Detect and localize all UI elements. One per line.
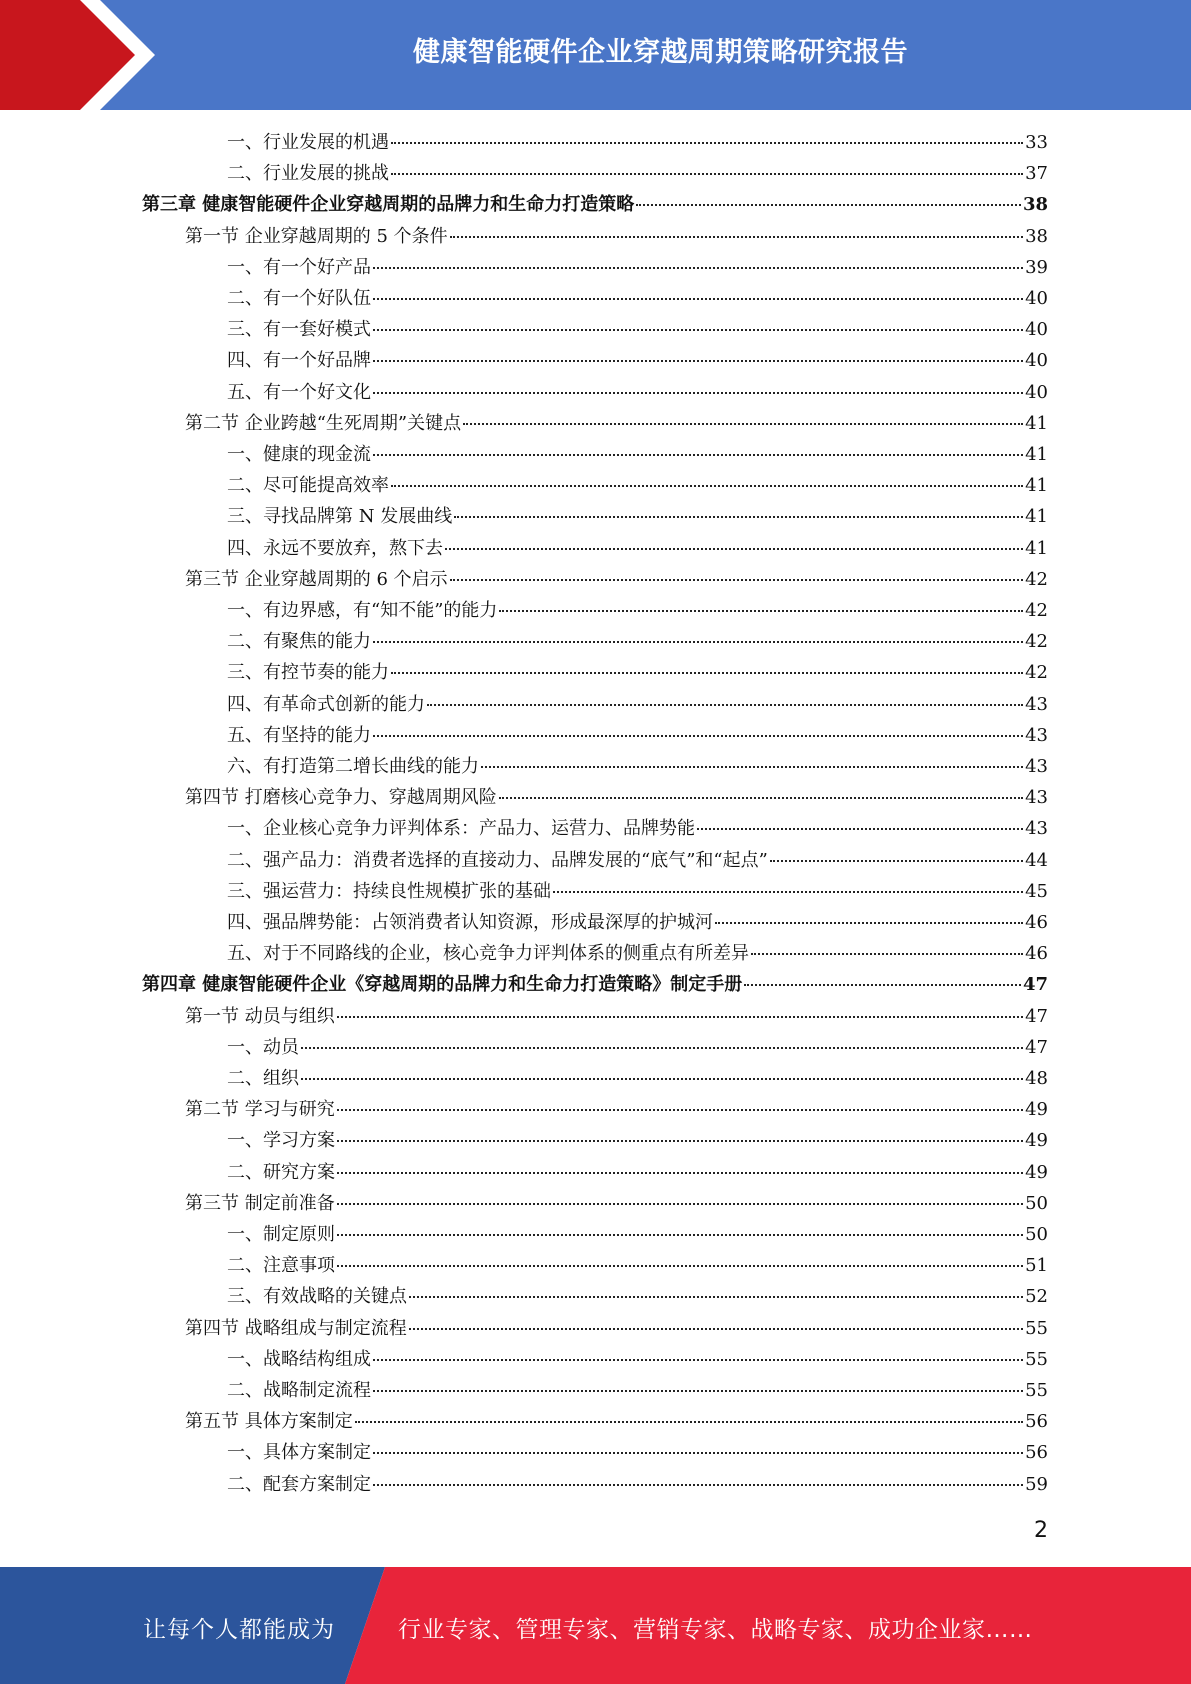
toc-entry-label: 二、配套方案制定: [227, 1473, 371, 1495]
toc-entry-label: 一、战略结构组成: [227, 1348, 371, 1370]
toc-dot-leader: [499, 610, 1023, 612]
toc-dot-leader: [373, 1484, 1023, 1486]
toc-entry-page: 55: [1025, 1317, 1048, 1339]
toc-entry-page: 46: [1025, 912, 1048, 933]
toc-entry-page: 38: [1022, 194, 1048, 216]
toc-entry-label: 三、寻找品牌第 N 发展曲线: [227, 506, 453, 528]
toc-subsection-entry[interactable]: [227, 440, 1048, 470]
toc-dot-leader: [337, 1203, 1023, 1205]
toc-dot-leader: [373, 454, 1023, 456]
toc-entry-label: 一、具体方案制定: [227, 1442, 371, 1464]
toc-dot-leader: [499, 797, 1023, 799]
toc-entry-label: 一、制定原则: [227, 1224, 335, 1245]
toc-dot-leader: [337, 1172, 1023, 1174]
toc-entry-label: 第三节 企业穿越周期的 6 个启示: [185, 568, 448, 590]
toc-subsection-entry[interactable]: [227, 471, 1048, 501]
toc-entry-label: 一、学习方案: [227, 1130, 335, 1152]
toc-section-entry[interactable]: [185, 1407, 1048, 1437]
toc-entry-label: 第三节 制定前准备: [185, 1192, 335, 1214]
toc-entry-page: 45: [1025, 880, 1048, 902]
toc-section-entry[interactable]: [185, 1095, 1048, 1125]
toc-entry-page: 33: [1025, 132, 1048, 153]
toc-entry-page: 56: [1025, 1411, 1048, 1433]
toc-section-entry[interactable]: [185, 222, 1048, 252]
toc-section-entry[interactable]: [185, 1189, 1048, 1219]
toc-dot-leader: [463, 423, 1023, 425]
toc-entry-page: 47: [1022, 974, 1048, 996]
toc-entry-label: 二、组织: [227, 1068, 299, 1089]
toc-entry-page: 43: [1025, 724, 1048, 746]
toc-entry-page: 50: [1025, 1192, 1048, 1214]
toc-dot-leader: [450, 236, 1023, 238]
toc-subsection-entry[interactable]: [227, 1345, 1048, 1375]
toc-section-entry[interactable]: [185, 565, 1048, 595]
toc-dot-leader: [301, 1047, 1023, 1049]
toc-entry-page: 40: [1025, 381, 1048, 403]
toc-entry-label: 四、有革命式创新的能力: [227, 693, 425, 715]
toc-entry-page: 59: [1025, 1473, 1048, 1495]
toc-dot-leader: [770, 860, 1023, 862]
toc-subsection-entry[interactable]: [227, 721, 1048, 751]
toc-entry-page: 41: [1025, 475, 1048, 497]
footer-slogan-left: 让每个人都能成为: [143, 1617, 335, 1643]
toc-entry-label: 五、对于不同路线的企业，核心竞争力评判体系的侧重点有所差异: [227, 943, 749, 965]
toc-dot-leader: [409, 1296, 1023, 1298]
toc-entry-label: 三、有一套好模式: [227, 319, 371, 341]
toc-entry-label: 三、有效战略的关键点: [227, 1286, 407, 1308]
page-header: [0, 0, 1191, 110]
toc-section-entry[interactable]: [185, 1002, 1048, 1032]
toc-entry-label: 二、强产品力：消费者选择的直接动力、品牌发展的“底气”和“起点”: [227, 849, 768, 871]
toc-subsection-entry[interactable]: [227, 1064, 1048, 1094]
toc-dot-leader: [373, 1390, 1023, 1392]
toc-subsection-entry[interactable]: [227, 846, 1048, 876]
toc-entry-page: 41: [1025, 412, 1048, 434]
toc-subsection-entry[interactable]: [227, 1033, 1048, 1063]
toc-entry-label: 第四章 健康智能硬件企业《穿越周期的品牌力和生命力打造策略》制定手册: [142, 974, 743, 996]
toc-entry-page: 44: [1025, 849, 1048, 871]
toc-subsection-entry[interactable]: [227, 939, 1048, 969]
toc-entry-page: 39: [1025, 256, 1048, 278]
toc-entry-label: 一、有边界感，有“知不能”的能力: [227, 600, 498, 621]
toc-dot-leader: [409, 1328, 1023, 1330]
toc-dot-leader: [373, 298, 1023, 300]
toc-chapter-entry[interactable]: [142, 190, 1048, 220]
toc-chapter-entry[interactable]: [142, 970, 1048, 1000]
toc-entry-label: 二、研究方案: [227, 1161, 335, 1183]
toc-subsection-entry[interactable]: [227, 159, 1048, 189]
toc-entry-label: 第三章 健康智能硬件企业穿越周期的品牌力和生命力打造策略: [142, 194, 635, 216]
toc-entry-label: 第四节 战略组成与制定流程: [185, 1317, 407, 1339]
toc-entry-label: 二、有一个好队伍: [227, 288, 371, 309]
toc-entry-page: 43: [1025, 818, 1048, 840]
toc-entry-label: 一、有一个好产品: [227, 256, 371, 278]
toc-entry-label: 四、强品牌势能：占领消费者认知资源，形成最深厚的护城河: [227, 912, 713, 933]
toc-subsection-entry[interactable]: [227, 908, 1048, 938]
toc-dot-leader: [373, 1452, 1023, 1454]
toc-entry-label: 二、战略制定流程: [227, 1380, 371, 1401]
header-red-chevron-graphic: [0, 0, 170, 110]
toc-subsection-entry[interactable]: [227, 315, 1048, 345]
toc-entry-label: 五、有一个好文化: [227, 381, 371, 403]
toc-subsection-entry[interactable]: [227, 253, 1048, 283]
toc-subsection-entry[interactable]: [227, 1376, 1048, 1406]
toc-entry-label: 四、有一个好品牌: [227, 350, 371, 372]
toc-entry-label: 三、强运营力：持续良性规模扩张的基础: [227, 880, 551, 902]
toc-entry-page: 51: [1025, 1255, 1048, 1277]
toc-entry-label: 第二节 学习与研究: [185, 1099, 335, 1121]
toc-dot-leader: [391, 672, 1023, 674]
toc-entry-label: 第四节 打磨核心竞争力、穿越周期风险: [185, 787, 497, 809]
toc-entry-page: 37: [1025, 163, 1048, 185]
toc-entry-label: 第五节 具体方案制定: [185, 1411, 353, 1433]
toc-subsection-entry[interactable]: [227, 596, 1048, 626]
toc-dot-leader: [751, 953, 1023, 955]
toc-dot-leader: [373, 360, 1023, 362]
footer-slogan-right: 行业专家、管理专家、营销专家、战略专家、成功企业家……: [398, 1617, 1033, 1643]
toc-dot-leader: [391, 485, 1023, 487]
toc-entry-page: 43: [1025, 693, 1048, 715]
toc-subsection-entry[interactable]: [227, 534, 1048, 564]
toc-subsection-entry[interactable]: [227, 1126, 1048, 1156]
toc-entry-page: 43: [1025, 787, 1048, 809]
toc-dot-leader: [373, 267, 1023, 269]
toc-entry-page: 40: [1025, 319, 1048, 341]
toc-subsection-entry[interactable]: [227, 1470, 1048, 1500]
toc-entry-label: 二、尽可能提高效率: [227, 475, 389, 497]
toc-entry-label: 一、健康的现金流: [227, 444, 371, 465]
toc-entry-page: 42: [1025, 568, 1048, 590]
toc-dot-leader: [481, 766, 1023, 768]
toc-subsection-entry[interactable]: [227, 1251, 1048, 1281]
toc-entry-page: 43: [1025, 756, 1048, 777]
toc-entry-page: 42: [1025, 631, 1048, 653]
toc-dot-leader: [373, 392, 1023, 394]
toc-dot-leader: [391, 173, 1023, 175]
toc-dot-leader: [373, 1359, 1023, 1361]
toc-entry-page: 49: [1025, 1099, 1048, 1121]
toc-dot-leader: [373, 735, 1023, 737]
toc-entry-label: 二、有聚焦的能力: [227, 631, 371, 653]
toc-subsection-entry[interactable]: [227, 627, 1048, 657]
toc-subsection-entry[interactable]: [227, 346, 1048, 376]
toc-subsection-entry[interactable]: [227, 814, 1048, 844]
toc-entry-label: 第一节 企业穿越周期的 5 个条件: [185, 225, 448, 247]
toc-dot-leader: [355, 1421, 1023, 1423]
toc-dot-leader: [553, 891, 1023, 893]
toc-section-entry[interactable]: [185, 1314, 1048, 1344]
toc-dot-leader: [454, 516, 1023, 518]
toc-dot-leader: [391, 142, 1023, 144]
toc-subsection-entry[interactable]: [227, 502, 1048, 532]
toc-entry-page: 56: [1025, 1442, 1048, 1464]
toc-entry-page: 47: [1025, 1005, 1048, 1027]
toc-dot-leader: [636, 204, 1021, 206]
toc-entry-label: 第二节 企业跨越“生死周期”关键点: [185, 412, 462, 434]
toc-subsection-entry[interactable]: [227, 1282, 1048, 1312]
toc-entry-label: 一、动员: [227, 1036, 299, 1058]
toc-dot-leader: [744, 984, 1021, 986]
toc-entry-page: 38: [1025, 225, 1048, 247]
toc-dot-leader: [697, 828, 1023, 830]
toc-entry-page: 42: [1025, 600, 1048, 621]
page-number: 2: [1034, 1518, 1048, 1543]
toc-entry-page: 47: [1025, 1036, 1048, 1058]
toc-dot-leader: [373, 329, 1023, 331]
toc-entry-page: 42: [1025, 662, 1048, 684]
toc-entry-label: 一、行业发展的机遇: [227, 132, 389, 153]
toc-subsection-entry[interactable]: [227, 378, 1048, 408]
toc-subsection-entry[interactable]: [227, 1438, 1048, 1468]
toc-entry-label: 二、注意事项: [227, 1255, 335, 1277]
toc-entry-label: 二、行业发展的挑战: [227, 163, 389, 185]
toc-entry-page: 49: [1025, 1161, 1048, 1183]
toc-dot-leader: [337, 1234, 1023, 1236]
toc-entry-page: 52: [1025, 1286, 1048, 1308]
toc-subsection-entry[interactable]: [227, 284, 1048, 314]
toc-entry-page: 48: [1025, 1068, 1048, 1089]
toc-dot-leader: [373, 641, 1023, 643]
toc-dot-leader: [450, 579, 1023, 581]
toc-subsection-entry[interactable]: [227, 128, 1048, 158]
toc-entry-page: 40: [1025, 288, 1048, 309]
toc-entry-page: 41: [1025, 444, 1048, 465]
toc-subsection-entry[interactable]: [227, 752, 1048, 782]
toc-dot-leader: [337, 1016, 1023, 1018]
toc-dot-leader: [337, 1109, 1023, 1111]
toc-dot-leader: [427, 704, 1023, 706]
toc-dot-leader: [715, 922, 1023, 924]
toc-subsection-entry[interactable]: [227, 658, 1048, 688]
toc-entry-label: 一、企业核心竞争力评判体系：产品力、运营力、品牌势能: [227, 818, 695, 840]
toc-subsection-entry[interactable]: [227, 1220, 1048, 1250]
toc-dot-leader: [337, 1265, 1023, 1267]
toc-entry-page: 40: [1025, 350, 1048, 372]
toc-dot-leader: [337, 1140, 1023, 1142]
toc-entry-page: 49: [1025, 1130, 1048, 1152]
toc-entry-label: 五、有坚持的能力: [227, 724, 371, 746]
toc-entry-page: 50: [1025, 1224, 1048, 1245]
toc-dot-leader: [445, 548, 1023, 550]
toc-entry-label: 六、有打造第二增长曲线的能力: [227, 756, 479, 777]
toc-entry-page: 55: [1025, 1348, 1048, 1370]
toc-entry-page: 41: [1025, 537, 1048, 559]
toc-subsection-entry[interactable]: [227, 690, 1048, 720]
toc-entry-label: 三、有控节奏的能力: [227, 662, 389, 684]
toc-subsection-entry[interactable]: [227, 877, 1048, 907]
toc-entry-label: 第一节 动员与组织: [185, 1005, 335, 1027]
toc-entry-label: 四、永远不要放弃，熬下去: [227, 537, 443, 559]
page-footer: [0, 1567, 1191, 1684]
toc-section-entry[interactable]: [185, 409, 1048, 439]
toc-subsection-entry[interactable]: [227, 1158, 1048, 1188]
toc-entry-page: 41: [1025, 506, 1048, 528]
toc-entry-page: 55: [1025, 1380, 1048, 1401]
report-title: 健康智能硬件企业穿越周期策略研究报告: [413, 37, 908, 68]
toc-dot-leader: [301, 1078, 1023, 1080]
toc-section-entry[interactable]: [185, 783, 1048, 813]
toc-entry-page: 46: [1025, 943, 1048, 965]
